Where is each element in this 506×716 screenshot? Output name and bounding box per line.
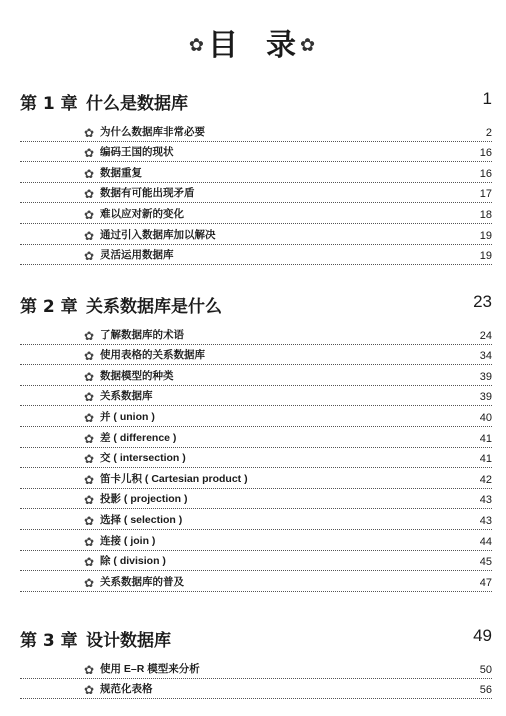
flower-bullet-icon: ✿ — [84, 410, 95, 425]
entry-label: 交 ( intersection ) — [100, 452, 186, 465]
entry-page-number: 56 — [479, 684, 492, 697]
entry-page-number: 41 — [479, 432, 492, 445]
entry-page-number: 2 — [485, 126, 492, 139]
chapter-title: 什么是数据库 — [86, 94, 188, 114]
entry-page-number: 39 — [479, 370, 492, 383]
flower-bullet-icon: ✿ — [84, 349, 95, 364]
entry-label: 通过引入数据库加以解决 — [100, 228, 216, 241]
chapter-title: 设计数据库 — [86, 631, 171, 651]
flower-icon: ✿ — [188, 35, 206, 56]
chapter-title: 关系数据库是什么 — [86, 297, 222, 317]
title-char-1: 目 — [208, 28, 240, 63]
toc-entry[interactable] — [20, 345, 492, 366]
entry-page-number: 45 — [479, 556, 492, 569]
chapter-2 — [0, 292, 506, 592]
flower-bullet-icon: ✿ — [84, 472, 95, 487]
flower-bullet-icon: ✿ — [84, 493, 95, 508]
flower-bullet-icon: ✿ — [84, 207, 95, 222]
flower-bullet-icon: ✿ — [84, 534, 95, 549]
chapter-heading[interactable] — [0, 292, 506, 316]
flower-bullet-icon: ✿ — [84, 166, 95, 181]
entry-page-number: 42 — [479, 473, 492, 486]
flower-bullet-icon: ✿ — [84, 431, 95, 446]
flower-bullet-icon: ✿ — [84, 452, 95, 467]
toc-entry[interactable] — [20, 121, 492, 142]
flower-bullet-icon: ✿ — [84, 249, 95, 264]
entry-label: 数据重复 — [100, 166, 142, 179]
toc-entry[interactable] — [20, 551, 492, 572]
entry-page-number: 39 — [479, 391, 492, 404]
entry-page-number: 40 — [479, 411, 492, 424]
entry-label: 为什么数据库非常必要 — [100, 125, 205, 138]
entry-label: 选择 ( selection ) — [100, 513, 183, 526]
entry-page-number: 43 — [479, 514, 492, 527]
entry-page-number: 19 — [479, 229, 492, 242]
entry-label: 编码王国的现状 — [100, 146, 174, 159]
section-list — [0, 121, 506, 265]
flower-bullet-icon: ✿ — [84, 575, 95, 590]
entry-label: 难以应对新的变化 — [100, 207, 184, 220]
page-title — [0, 20, 506, 64]
chapter-page-number: 49 — [473, 626, 492, 645]
chapter-number: 第 1 章 — [20, 94, 78, 114]
toc-entry[interactable] — [20, 365, 492, 386]
toc-entry[interactable] — [20, 224, 492, 245]
toc-entry[interactable] — [20, 245, 492, 266]
flower-bullet-icon: ✿ — [84, 187, 95, 202]
entry-label: 使用表格的关系数据库 — [100, 349, 205, 362]
entry-page-number: 18 — [479, 208, 492, 221]
toc-entry[interactable] — [20, 324, 492, 345]
entry-label: 连接 ( join ) — [100, 534, 156, 547]
entry-page-number: 24 — [479, 329, 492, 342]
entry-label: 笛卡儿积 ( Cartesian product ) — [100, 472, 248, 485]
entry-page-number: 44 — [479, 535, 492, 548]
toc-entry[interactable] — [20, 448, 492, 469]
title-char-2: 录 — [266, 28, 298, 63]
entry-page-number: 41 — [479, 453, 492, 466]
section-list — [0, 324, 506, 592]
entry-page-number: 19 — [479, 250, 492, 263]
flower-bullet-icon: ✿ — [84, 555, 95, 570]
entry-label: 灵活运用数据库 — [100, 249, 174, 262]
flower-bullet-icon: ✿ — [84, 513, 95, 528]
flower-bullet-icon: ✿ — [84, 683, 95, 698]
toc-entry[interactable] — [20, 427, 492, 448]
chapter-page-number: 1 — [482, 89, 492, 108]
flower-bullet-icon: ✿ — [84, 328, 95, 343]
toc-entry[interactable] — [20, 509, 492, 530]
toc-entry[interactable] — [20, 386, 492, 407]
entry-label: 关系数据库 — [100, 390, 153, 403]
chapter-1 — [0, 89, 506, 265]
toc-entry[interactable] — [20, 162, 492, 183]
chapter-page-number: 23 — [473, 292, 492, 311]
entry-label: 并 ( union ) — [100, 410, 155, 423]
entry-page-number: 47 — [479, 576, 492, 589]
entry-label: 关系数据库的普及 — [100, 575, 184, 588]
entry-page-number: 43 — [479, 494, 492, 507]
entry-label: 数据有可能出现矛盾 — [100, 187, 195, 200]
entry-label: 差 ( difference ) — [100, 431, 177, 444]
flower-bullet-icon: ✿ — [84, 146, 95, 161]
flower-bullet-icon: ✿ — [84, 662, 95, 677]
toc-entry[interactable] — [20, 183, 492, 204]
flower-icon: ✿ — [300, 35, 318, 56]
entry-page-number: 17 — [479, 188, 492, 201]
section-list — [0, 658, 506, 699]
toc-entry[interactable] — [20, 406, 492, 427]
entry-label: 了解数据库的术语 — [100, 328, 184, 341]
flower-bullet-icon: ✿ — [84, 125, 95, 140]
flower-bullet-icon: ✿ — [84, 228, 95, 243]
chapter-number: 第 3 章 — [20, 631, 78, 651]
toc-entry[interactable] — [20, 142, 492, 163]
entry-label: 规范化表格 — [100, 683, 153, 696]
toc-entry[interactable] — [20, 571, 492, 592]
toc-entry[interactable] — [20, 489, 492, 510]
toc-entry[interactable] — [20, 658, 492, 679]
chapter-heading[interactable] — [0, 626, 506, 650]
toc-entry[interactable] — [20, 679, 492, 700]
entry-page-number: 34 — [479, 350, 492, 363]
flower-bullet-icon: ✿ — [84, 369, 95, 384]
flower-bullet-icon: ✿ — [84, 390, 95, 405]
entry-page-number: 16 — [479, 167, 492, 180]
entry-page-number: 50 — [479, 663, 492, 676]
toc-entry[interactable] — [20, 468, 492, 489]
entry-label: 使用 E–R 模型来分析 — [100, 662, 200, 675]
chapter-3 — [0, 626, 506, 699]
entry-label: 投影 ( projection ) — [100, 493, 188, 506]
chapter-number: 第 2 章 — [20, 297, 78, 317]
entry-label: 数据模型的种类 — [100, 369, 174, 382]
chapter-heading[interactable] — [0, 89, 506, 113]
entry-page-number: 16 — [479, 147, 492, 160]
toc-entry[interactable] — [20, 530, 492, 551]
toc-entry[interactable] — [20, 203, 492, 224]
entry-label: 除 ( division ) — [100, 555, 166, 568]
